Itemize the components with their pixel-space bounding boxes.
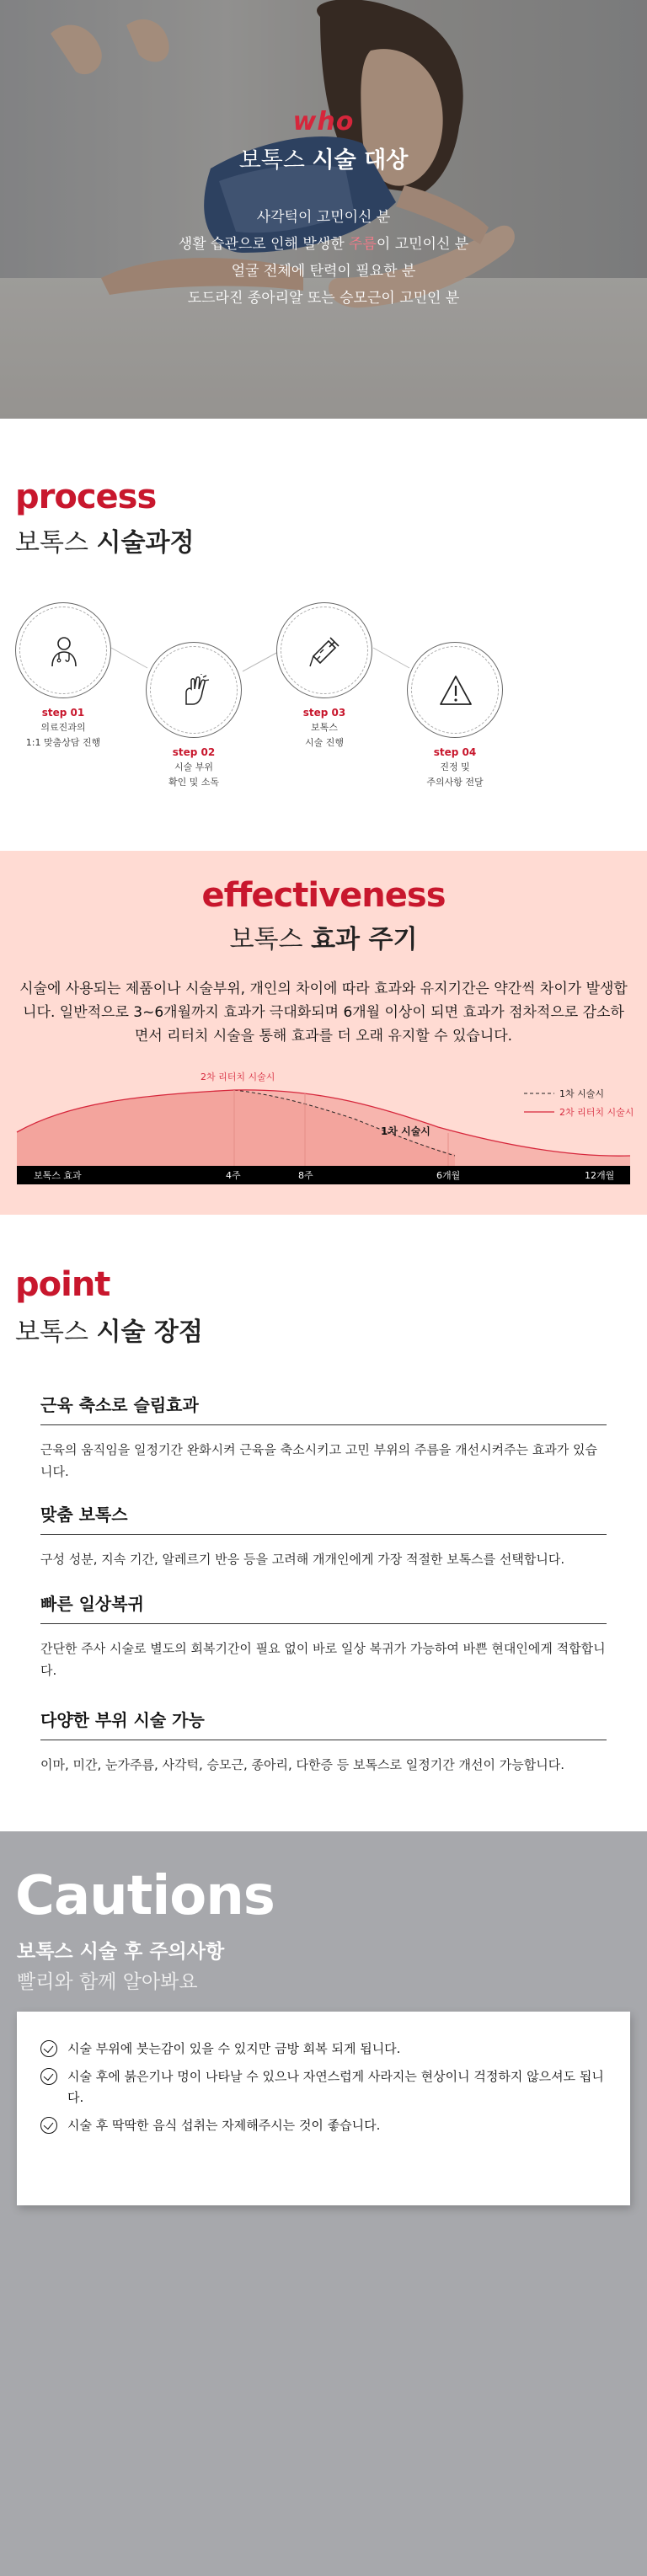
step-name: step 02 — [172, 746, 216, 758]
point-item-text: 간단한 주사 시술로 별도의 회복기간이 필요 없이 바로 일상 복귀가 가능하여 바쁜 현대인에게 적합합니다. — [40, 1641, 606, 1678]
check-circle-icon — [40, 2040, 57, 2057]
point-item-areas — [40, 1707, 607, 1776]
step-circle — [276, 602, 372, 698]
process-step-3 — [261, 602, 388, 751]
check-circle-icon — [40, 2068, 57, 2085]
doctor-icon — [47, 634, 81, 668]
caution-item — [40, 2066, 607, 2108]
hand-disinfect-icon — [178, 674, 211, 708]
point-item-title: 다양한 부위 시술 가능 — [40, 1707, 607, 1740]
who-target-list — [0, 204, 647, 312]
effectiveness-kicker: effectiveness — [201, 876, 446, 915]
step-circle — [146, 642, 242, 738]
point-item-slim — [40, 1392, 607, 1483]
who-title-light: 보톡스 — [238, 147, 305, 174]
effect-cycle-chart — [0, 851, 647, 1215]
who-kicker: who — [292, 107, 355, 136]
step-circle — [407, 642, 503, 738]
caution-item — [40, 2039, 607, 2060]
process-kicker: process — [15, 478, 157, 516]
point-kicker: point — [15, 1265, 110, 1304]
process-title-bold: 시술과정 — [96, 528, 195, 558]
axis-label-4w: 4주 — [226, 1170, 241, 1181]
point-item-title: 빠른 일상복귀 — [40, 1590, 607, 1624]
point-section — [0, 1215, 647, 1831]
time-axis-bar — [17, 1166, 630, 1184]
step-description: 시술 부위 확인 및 소독 — [168, 762, 220, 788]
axis-label-12m: 12개월 — [585, 1170, 615, 1181]
point-item-text: 근육의 움직임을 일정기간 완화시켜 근육을 축소시키고 고민 부위의 주름을 개선시켜주는 효과가 있습니다. — [40, 1442, 598, 1479]
highlight-word: 주름 — [349, 236, 377, 253]
axis-label-8w: 8주 — [298, 1170, 313, 1181]
caution-item — [40, 2115, 607, 2136]
cautions-card — [17, 2012, 630, 2205]
axis-label-effect: 보톡스 효과 — [34, 1170, 82, 1181]
cautions-heading: Cautions — [15, 1865, 275, 1927]
step-description: 보톡스 시술 진행 — [304, 722, 344, 748]
step-circle — [15, 602, 111, 698]
effectiveness-title-bold: 효과 주기 — [311, 925, 418, 954]
step-name: step 04 — [433, 746, 477, 758]
point-item-text: 구성 성분, 지속 기간, 알레르기 반응 등을 고려해 개개인에게 가장 적절한 보톡스를 선택합니다. — [40, 1552, 565, 1567]
process-title-light: 보톡스 — [15, 528, 88, 558]
who-title — [0, 142, 647, 174]
caution-text: 시술 부위에 붓는감이 있을 수 있지만 금방 회복 되게 됩니다. — [67, 2041, 401, 2056]
process-section — [0, 419, 647, 851]
effectiveness-title-light: 보톡스 — [229, 925, 303, 954]
caution-text: 시술 후 딱딱한 음식 섭취는 자제해주시는 것이 좋습니다. — [67, 2118, 381, 2133]
process-step-4 — [392, 642, 518, 790]
retouch-peak-label: 2차 리터치 시술시 — [201, 1072, 275, 1082]
point-title-bold: 시술 장점 — [96, 1317, 203, 1347]
point-item-custom — [40, 1501, 607, 1570]
caution-text: 시술 후에 붉은기나 멍이 나타날 수 있으나 자연스럽게 사라지는 현상이니 걱정하지 않으셔도 됩니다. — [67, 2069, 604, 2105]
point-item-recovery — [40, 1590, 607, 1681]
step-name: step 01 — [41, 707, 85, 719]
cautions-tagline: 빨리와 함께 알아봐요 — [17, 1971, 198, 1993]
warning-icon — [439, 674, 473, 708]
point-item-title: 맞춤 보톡스 — [40, 1501, 607, 1535]
first-procedure-label: 1차 시술시 — [381, 1125, 430, 1137]
who-line: 생활 습관으로 인해 발생한 주름이 고민이신 분 — [178, 236, 469, 253]
step-name: step 03 — [302, 707, 346, 719]
step-description: 진정 및 주의사항 전달 — [426, 762, 484, 788]
who-section — [0, 0, 647, 419]
effectiveness-section — [0, 851, 647, 1215]
point-item-text: 이마, 미간, 눈가주름, 사각턱, 승모근, 종아리, 다한증 등 보톡스로 일정기간 개선이 가능합니다. — [40, 1757, 564, 1772]
effectiveness-description: 시술에 사용되는 제품이나 시술부위, 개인의 차이에 따라 효과와 유지기간은 약간씩 차이가 발생합니다. 일반적으로 3~6개월까지 효과가 극대화되며 6개월 이상이 되면 효과가 점차적으로 감소하면서 리터치 시술을 통해 효과를 더 오래 유지할 수 있습니다. — [19, 981, 628, 1045]
process-step-1 — [0, 602, 126, 751]
legend-retouch: 2차 리터치 시술시 — [559, 1107, 634, 1118]
who-title-bold: 시술 대상 — [312, 147, 409, 174]
process-step-2 — [131, 642, 257, 790]
check-circle-icon — [40, 2117, 57, 2134]
syringe-icon — [308, 634, 342, 668]
step-description: 의료진과의 1:1 맞춤상담 진행 — [25, 722, 101, 748]
point-item-title: 근육 축소로 슬림효과 — [40, 1392, 607, 1425]
axis-label-6m: 6개월 — [436, 1170, 461, 1181]
legend-first: 1차 시술시 — [559, 1088, 604, 1099]
who-line: 도드라진 종아리알 또는 승모근이 고민인 분 — [187, 290, 460, 307]
who-line: 얼굴 전체에 탄력이 필요한 분 — [231, 263, 416, 280]
cautions-subtitle: 보톡스 시술 후 주의사항 — [17, 1941, 225, 1963]
point-title — [15, 1311, 203, 1348]
who-line: 사각턱이 고민이신 분 — [256, 209, 391, 226]
point-title-light: 보톡스 — [15, 1317, 88, 1347]
cautions-section — [0, 1831, 647, 2576]
